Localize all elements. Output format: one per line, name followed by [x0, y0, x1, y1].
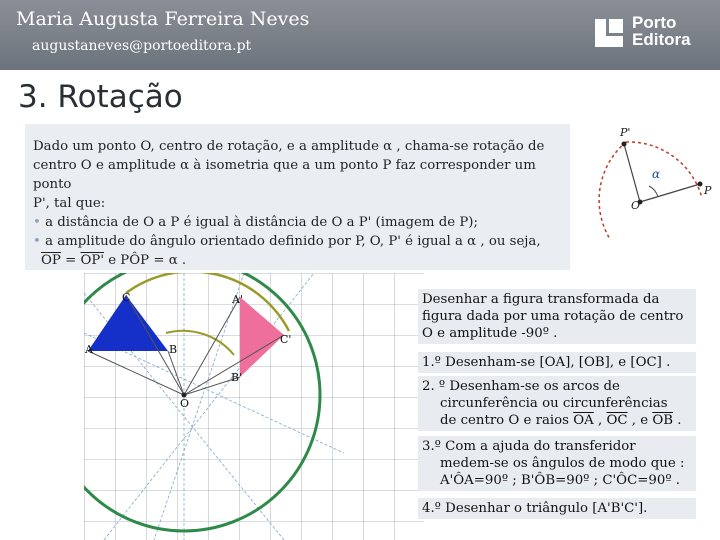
label-c: C	[122, 291, 131, 304]
label-b: B	[169, 343, 178, 356]
point-p	[698, 182, 703, 187]
segment-o-p	[640, 184, 700, 202]
definition-line-1: Dado um ponto O, centro de rotação, e a amplitude α , chama-se rotação de	[33, 139, 545, 154]
step-2-radii-prefix: de centro O e raios	[440, 413, 574, 428]
instruction-step-3	[418, 436, 696, 491]
intro-line-3: O e amplitude -90º .	[422, 326, 558, 341]
segment-oa-label: $\overline{OA}$	[573, 413, 594, 428]
label-p: P	[704, 184, 712, 197]
formula-equals: =	[60, 253, 81, 268]
bullet-2-text: a amplitude do ângulo orientado definido por P, O, P' é igual a α , ou seja,	[45, 234, 541, 249]
rotation-circle-left	[599, 142, 626, 240]
step-2-line-1: 2. º Desenham-se os arcos de	[422, 379, 620, 394]
instruction-step-4	[418, 498, 696, 519]
logo-mark-icon	[592, 16, 626, 50]
label-o: O	[631, 199, 641, 212]
definition-formula	[33, 251, 573, 270]
angle-arc	[649, 186, 658, 197]
instructions-intro	[418, 289, 696, 344]
step-1-text: 1.º Desenham-se [OA], [OB], e [OC] .	[422, 355, 671, 370]
label-a-prime: A'	[232, 293, 243, 306]
rotation-circle-right	[626, 142, 702, 198]
intro-line-2: figura dada por uma rotação de centro	[422, 309, 684, 324]
step-3-line-1: 3.º Com a ajuda do transferidor	[422, 439, 636, 454]
rotation-construction-figure	[84, 273, 424, 540]
segment-opp: OP'	[80, 253, 104, 268]
bullet-icon: •	[33, 215, 46, 230]
step-2-line-3	[422, 412, 692, 429]
step-2-sep-2: , e	[627, 413, 653, 428]
label-alpha: α	[652, 167, 661, 181]
step-3-line-3: A'ÔA=90º ; B'ÔB=90º ; C'ÔC=90º .	[440, 473, 681, 488]
logo-line-1: Porto	[632, 13, 677, 32]
instruction-step-2	[418, 376, 696, 431]
label-o: O	[180, 397, 190, 410]
segment-o-pprime	[624, 144, 640, 202]
step-2-sep-1: ,	[593, 413, 607, 428]
definition-bullet-1	[33, 213, 573, 232]
step-2-end: .	[673, 413, 682, 428]
definition-text	[33, 137, 573, 270]
definition-line-2: centro O e amplitude α à isometria que a um ponto P faz corresponder um ponto	[33, 158, 536, 192]
step-4-text: 4.º Desenhar o triângulo [A'B'C'].	[422, 501, 648, 516]
segment-ob-label: $\overline{OB}$	[652, 413, 673, 428]
label-a: A	[85, 343, 93, 356]
bullet-icon: •	[33, 234, 46, 249]
definition-line-3: P', tal que:	[33, 196, 106, 211]
logo-text	[632, 14, 691, 48]
instruction-step-1	[418, 352, 696, 373]
bullet-1-text: a distância de O a P é igual à distância de O a P' (imagem de P);	[45, 215, 478, 230]
definition-bullet-2	[33, 232, 573, 251]
step-3-line-2: medem-se os ângulos de modo que :	[440, 456, 685, 471]
page-title: 3. Rotação	[18, 79, 183, 115]
point-pprime	[622, 142, 627, 147]
segment-op: $\overline{OP}$	[41, 253, 61, 268]
label-pprime: P'	[620, 126, 631, 139]
formula-rest: e PÔP = α .	[103, 253, 187, 268]
label-c-prime: C'	[280, 333, 292, 346]
logo-line-2: Editora	[632, 30, 691, 49]
header-banner	[0, 0, 720, 70]
segment-oc-label: $\overline{OC}$	[606, 413, 628, 428]
rotation-example-figure	[578, 120, 718, 240]
label-b-prime: B'	[231, 371, 243, 384]
author-email: augustaneves@portoeditora.pt	[32, 38, 252, 54]
author-name: Maria Augusta Ferreira Neves	[16, 8, 310, 30]
step-2-line-2: circunferência ou circunferências	[440, 396, 668, 411]
porto-editora-logo	[592, 14, 702, 50]
intro-line-1: Desenhar a figura transformada da	[422, 292, 660, 307]
